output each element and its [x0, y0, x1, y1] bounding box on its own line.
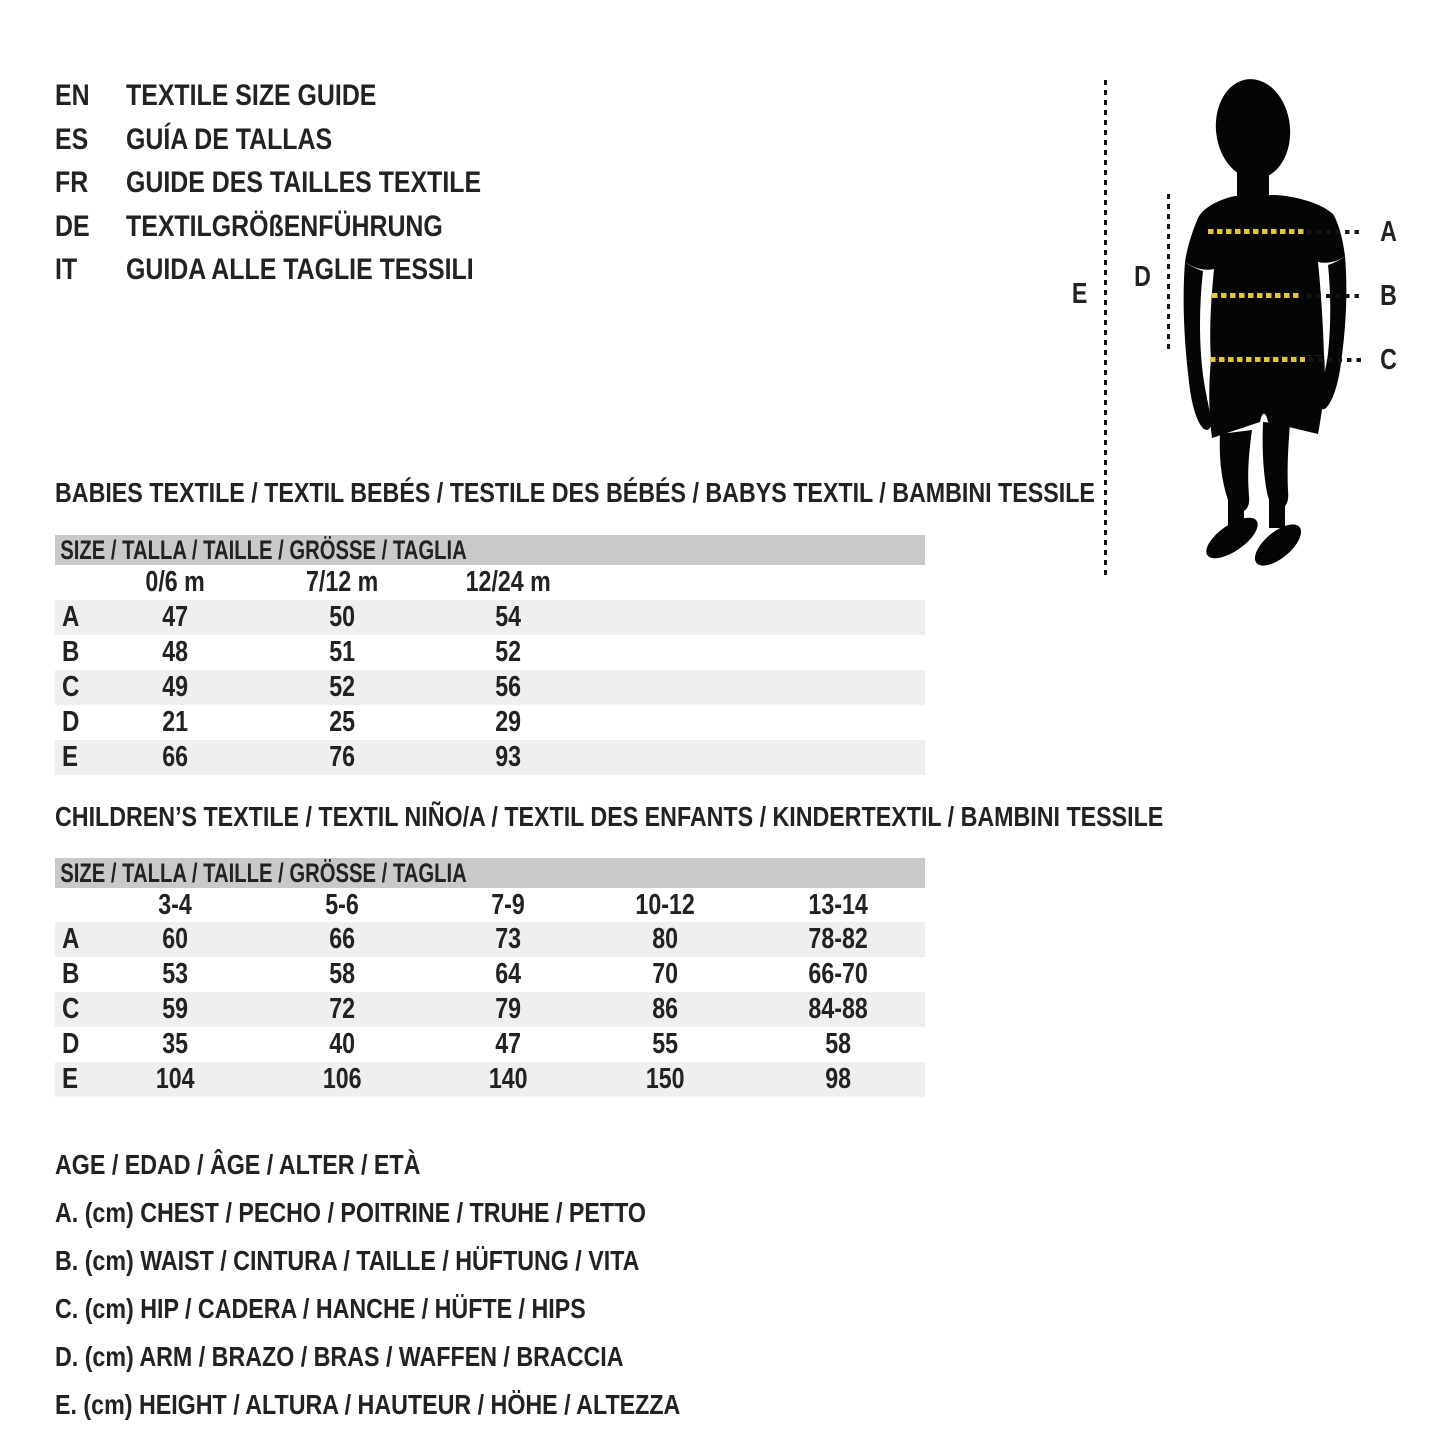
- table-cell: 47: [162, 601, 188, 633]
- table-cell: 58: [825, 1028, 851, 1060]
- lang-code: DE: [55, 209, 90, 243]
- table-cell: 80: [652, 923, 678, 955]
- column-header: 0/6 m: [145, 566, 205, 598]
- legend-line-height: E. (cm) HEIGHT / ALTURA / HAUTEUR / HÖHE / ALTEZZA: [55, 1389, 681, 1420]
- table-cell: 49: [162, 671, 188, 703]
- table-cell: 73: [495, 923, 521, 955]
- column-header: 10-12: [635, 889, 695, 921]
- lang-code: FR: [55, 166, 89, 199]
- table-cell: 29: [495, 706, 521, 738]
- lang-title: GUÍA DE TALLAS: [126, 122, 333, 156]
- table-cell: 93: [495, 741, 521, 773]
- legend-line-chest: A. (cm) CHEST / PECHO / POITRINE / TRUHE / PETTO: [55, 1197, 646, 1228]
- lang-code: EN: [55, 79, 90, 112]
- child-silhouette: [1175, 72, 1350, 577]
- column-header: 7-9: [491, 889, 525, 921]
- row-label: C: [62, 993, 80, 1025]
- legend-line-arm: D. (cm) ARM / BRAZO / BRAS / WAFFEN / BRACCIA: [55, 1341, 624, 1372]
- children-size-header-bar: SIZE / TALLA / TAILLE / GRÖSSE / TAGLIA: [55, 858, 925, 888]
- table-cell: 51: [329, 636, 355, 668]
- chest-measure-line-a: [1208, 229, 1305, 234]
- row-label: A: [62, 601, 80, 633]
- waist-measure-leader-b: [1307, 294, 1364, 298]
- table-row-b: [55, 957, 925, 992]
- hip-measure-line-c: [1210, 357, 1305, 362]
- column-header: 12/24 m: [465, 566, 551, 598]
- table-cell: 76: [329, 741, 355, 773]
- lang-title: GUIDE DES TAILLES TEXTILE: [126, 166, 482, 199]
- column-header: 3-4: [158, 889, 192, 921]
- measure-label-b: B: [1379, 280, 1397, 312]
- table-cell: 55: [652, 1028, 678, 1060]
- table-cell: 47: [495, 1028, 521, 1060]
- column-header: 13-14: [808, 889, 868, 921]
- table-cell: 66-70: [808, 958, 868, 990]
- table-cell: 104: [155, 1063, 195, 1095]
- column-header: 5-6: [325, 889, 359, 921]
- table-cell: 50: [329, 601, 355, 633]
- table-row-e: [55, 1062, 925, 1097]
- measure-label-d: D: [1133, 261, 1151, 293]
- table-cell: 86: [652, 993, 678, 1025]
- measure-label-c: C: [1379, 344, 1397, 376]
- table-row-b: [55, 635, 925, 670]
- table-cell: 66: [162, 741, 188, 773]
- table-cell: 54: [495, 601, 521, 633]
- table-row-d: [55, 705, 925, 740]
- row-label: E: [62, 1063, 79, 1095]
- table-cell: 60: [162, 923, 188, 955]
- table-cell: 52: [329, 671, 355, 703]
- lang-code: IT: [55, 253, 78, 286]
- babies-table: [55, 535, 925, 775]
- table-cell: 70: [652, 958, 678, 990]
- legend-line-hip: C. (cm) HIP / CADERA / HANCHE / HÜFTE / HIPS: [55, 1293, 586, 1324]
- table-cell: 40: [329, 1028, 355, 1060]
- table-cell: 56: [495, 671, 521, 703]
- lang-title: TEXTILGRÖßENFÜHRUNG: [126, 209, 443, 243]
- measure-label-a: A: [1379, 216, 1397, 248]
- lang-row-de: [55, 205, 554, 249]
- table-row-d: [55, 1027, 925, 1062]
- table-cell: 78-82: [808, 923, 868, 955]
- table-row-a: [55, 922, 925, 957]
- lang-row-fr: [55, 161, 554, 205]
- table-cell: 106: [322, 1063, 362, 1095]
- children-column-header-row: [55, 888, 925, 922]
- lang-row-it: [55, 248, 554, 292]
- row-label: D: [62, 1028, 80, 1060]
- table-row-c: [55, 992, 925, 1027]
- table-cell: 98: [825, 1063, 851, 1095]
- babies-column-header-row: [55, 565, 925, 600]
- children-table: [55, 858, 925, 1097]
- table-cell: 140: [488, 1063, 528, 1095]
- language-title-block: [55, 74, 554, 292]
- lang-row-en: [55, 74, 554, 118]
- table-cell: 59: [162, 993, 188, 1025]
- column-header: 7/12 m: [305, 566, 379, 598]
- table-row-a: [55, 600, 925, 635]
- measure-label-e: E: [1072, 278, 1088, 310]
- row-label: D: [62, 706, 80, 738]
- babies-size-header-bar: SIZE / TALLA / TAILLE / GRÖSSE / TAGLIA: [55, 535, 925, 565]
- table-cell: 66: [329, 923, 355, 955]
- row-label: E: [62, 741, 79, 773]
- babies-section-title: BABIES TEXTILE / TEXTIL BEBÉS / TESTILE DES BÉBÉS / BABYS TEXTIL / BAMBINI TESSILE: [55, 477, 1095, 508]
- table-row-e: [55, 740, 925, 775]
- table-cell: 21: [162, 706, 188, 738]
- legend-line-waist: B. (cm) WAIST / CINTURA / TAILLE / HÜFTUNG / VITA: [55, 1245, 640, 1276]
- table-cell: 35: [162, 1028, 188, 1060]
- row-label: C: [62, 671, 80, 703]
- chest-measure-leader-a: [1307, 230, 1364, 234]
- lang-title: GUIDA ALLE TAGLIE TESSILI: [126, 253, 474, 286]
- table-cell: 25: [329, 706, 355, 738]
- lang-code: ES: [55, 122, 89, 156]
- legend-line-age: AGE / EDAD / ÂGE / ALTER / ETÀ: [55, 1149, 421, 1180]
- table-cell: 79: [495, 993, 521, 1025]
- lang-title: TEXTILE SIZE GUIDE: [126, 79, 377, 112]
- table-row-c: [55, 670, 925, 705]
- children-section-title: CHILDREN’S TEXTILE / TEXTIL NIÑO/A / TEXTIL DES ENFANTS / KINDERTEXTIL / BAMBINI TESSILE: [55, 801, 1164, 832]
- row-label: B: [62, 636, 80, 668]
- table-cell: 64: [495, 958, 521, 990]
- table-cell: 84-88: [808, 993, 868, 1025]
- waist-measure-line-b: [1212, 293, 1301, 298]
- row-label: A: [62, 923, 80, 955]
- table-cell: 48: [162, 636, 188, 668]
- lang-row-es: [55, 118, 554, 162]
- table-cell: 58: [329, 958, 355, 990]
- table-cell: 150: [645, 1063, 685, 1095]
- table-cell: 53: [162, 958, 188, 990]
- measurement-legend: [55, 1141, 808, 1429]
- arm-measure-line-d: [1167, 194, 1170, 350]
- table-cell: 72: [329, 993, 355, 1025]
- table-cell: 52: [495, 636, 521, 668]
- hip-measure-leader-c: [1309, 358, 1364, 362]
- row-label: B: [62, 958, 80, 990]
